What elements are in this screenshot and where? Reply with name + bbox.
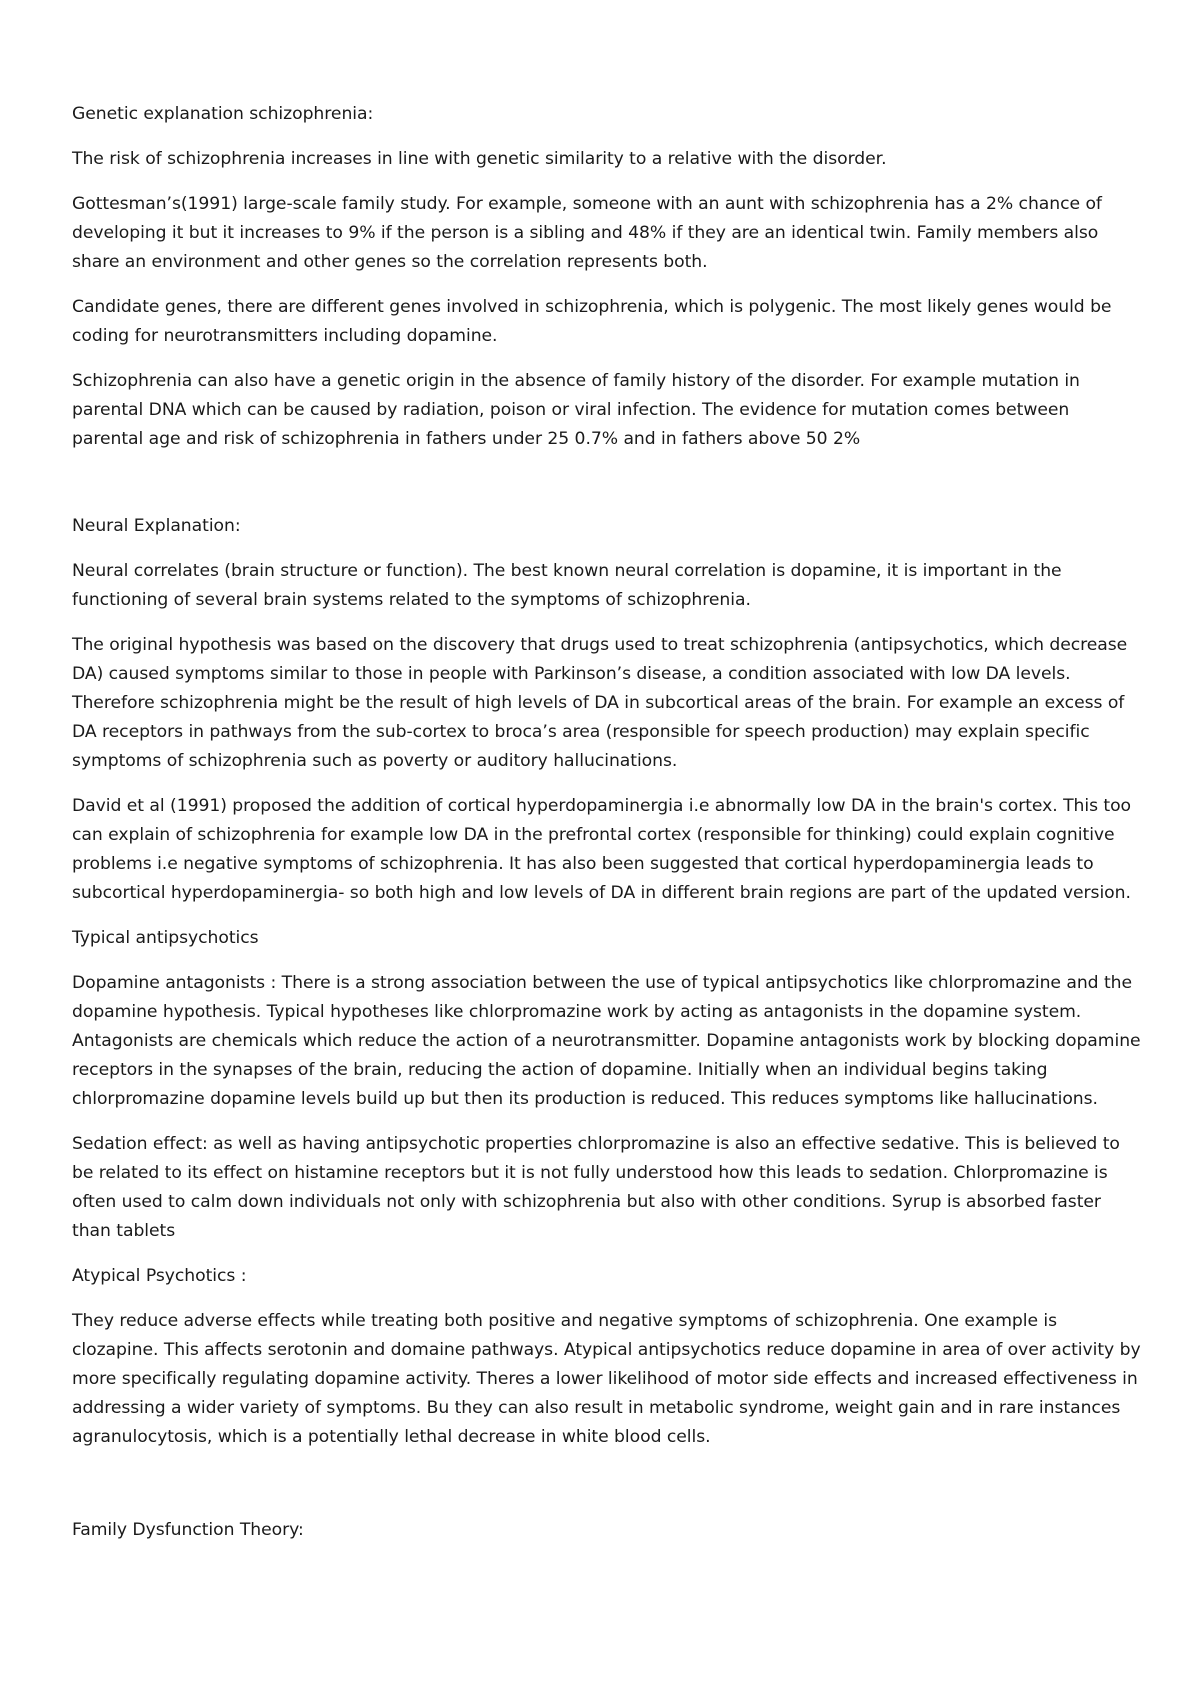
section-heading-genetic: Genetic explanation schizophrenia: <box>72 104 374 124</box>
section-heading-neural: Neural Explanation: <box>72 516 241 536</box>
paragraph: They reduce adverse effects while treating both positive and negative symptoms of schizophrenia. One example is clozapine. This affects serotonin and domaine pathways. Atypical antipsychotics reduce dopamine in area of over activity by more specifically regulating dopamine activity. Theres a lower likelihood of motor side effects and increased effectiveness in addressing a wider variety of symptoms. Bu they can also result in metabolic syndrome, weight gain and in rare instances agranulocytosis, which is a potentially lethal decrease in white blood cells. <box>72 1311 1141 1447</box>
paragraph: Sedation effect: as well as having antipsychotic properties chlorpromazine is also an effective sedative. This is believed to be related to its effect on histamine receptors but it is not fully understood how this leads to sedation. Chlorpromazine is often used to calm down individuals not only with schizophrenia but also with other conditions. Syrup is absorbed faster than tablets <box>72 1134 1120 1241</box>
paragraph: Candidate genes, there are different genes involved in schizophrenia, which is polygenic. The most likely genes would be coding for neurotransmitters including dopamine. <box>72 297 1112 346</box>
section-heading-typical-antipsychotics: Typical antipsychotics <box>72 928 259 948</box>
section-spacer <box>72 470 1142 512</box>
paragraph: The risk of schizophrenia increases in line with genetic similarity to a relative with the disorder. <box>72 149 887 169</box>
section-heading-family-dysfunction: Family Dysfunction Theory: <box>72 1520 304 1540</box>
document-page <box>72 100 1142 1561</box>
section-spacer <box>72 1468 1142 1516</box>
paragraph: Gottesman’s(1991) large-scale family study. For example, someone with an aunt with schizophrenia has a 2% chance of developing it but it increases to 9% if the person is a sibling and 48% if they are an identical twin. Family members also share an environment and other genes so the correlation represents both. <box>72 194 1102 272</box>
section-heading-atypical-psychotics: Atypical Psychotics : <box>72 1266 247 1286</box>
paragraph: Schizophrenia can also have a genetic origin in the absence of family history of the disorder. For example mutation in parental DNA which can be caused by radiation, poison or viral infection. The evidence for mutation comes between parental age and risk of schizophrenia in fathers under 25 0.7% and in fathers above 50 2% <box>72 371 1080 449</box>
paragraph: Dopamine antagonists : There is a strong association between the use of typical antipsychotics like chlorpromazine and the dopamine hypothesis. Typical hypotheses like chlorpromazine work by acting as antagonists in the dopamine system. Antagonists are chemicals which reduce the action of a neurotransmitter. Dopamine antagonists work by blocking dopamine receptors in the synapses of the brain, reducing the action of dopamine. Initially when an individual begins taking chlorpromazine dopamine levels build up but then its production is reduced. This reduces symptoms like hallucinations. <box>72 973 1141 1109</box>
paragraph: David et al (1991) proposed the addition of cortical hyperdopaminergia i.e abnormally low DA in the brain's cortex. This too can explain of schizophrenia for example low DA in the prefrontal cortex (responsible for thinking) could explain cognitive problems i.e negative symptoms of schizophrenia. It has also been suggested that cortical hyperdopaminergia leads to subcortical hyperdopaminergia- so both high and low levels of DA in different brain regions are part of the updated version. <box>72 796 1132 903</box>
paragraph: Neural correlates (brain structure or function). The best known neural correlation is dopamine, it is important in the functioning of several brain systems related to the symptoms of schizophrenia. <box>72 561 1062 610</box>
paragraph: The original hypothesis was based on the discovery that drugs used to treat schizophrenia (antipsychotics, which decrease DA) caused symptoms similar to those in people with Parkinson’s disease, a condition associated with low DA levels. Therefore schizophrenia might be the result of high levels of DA in subcortical areas of the brain. For example an excess of DA receptors in pathways from the sub-cortex to broca’s area (responsible for speech production) may explain specific symptoms of schizophrenia such as poverty or auditory hallucinations. <box>72 635 1128 771</box>
